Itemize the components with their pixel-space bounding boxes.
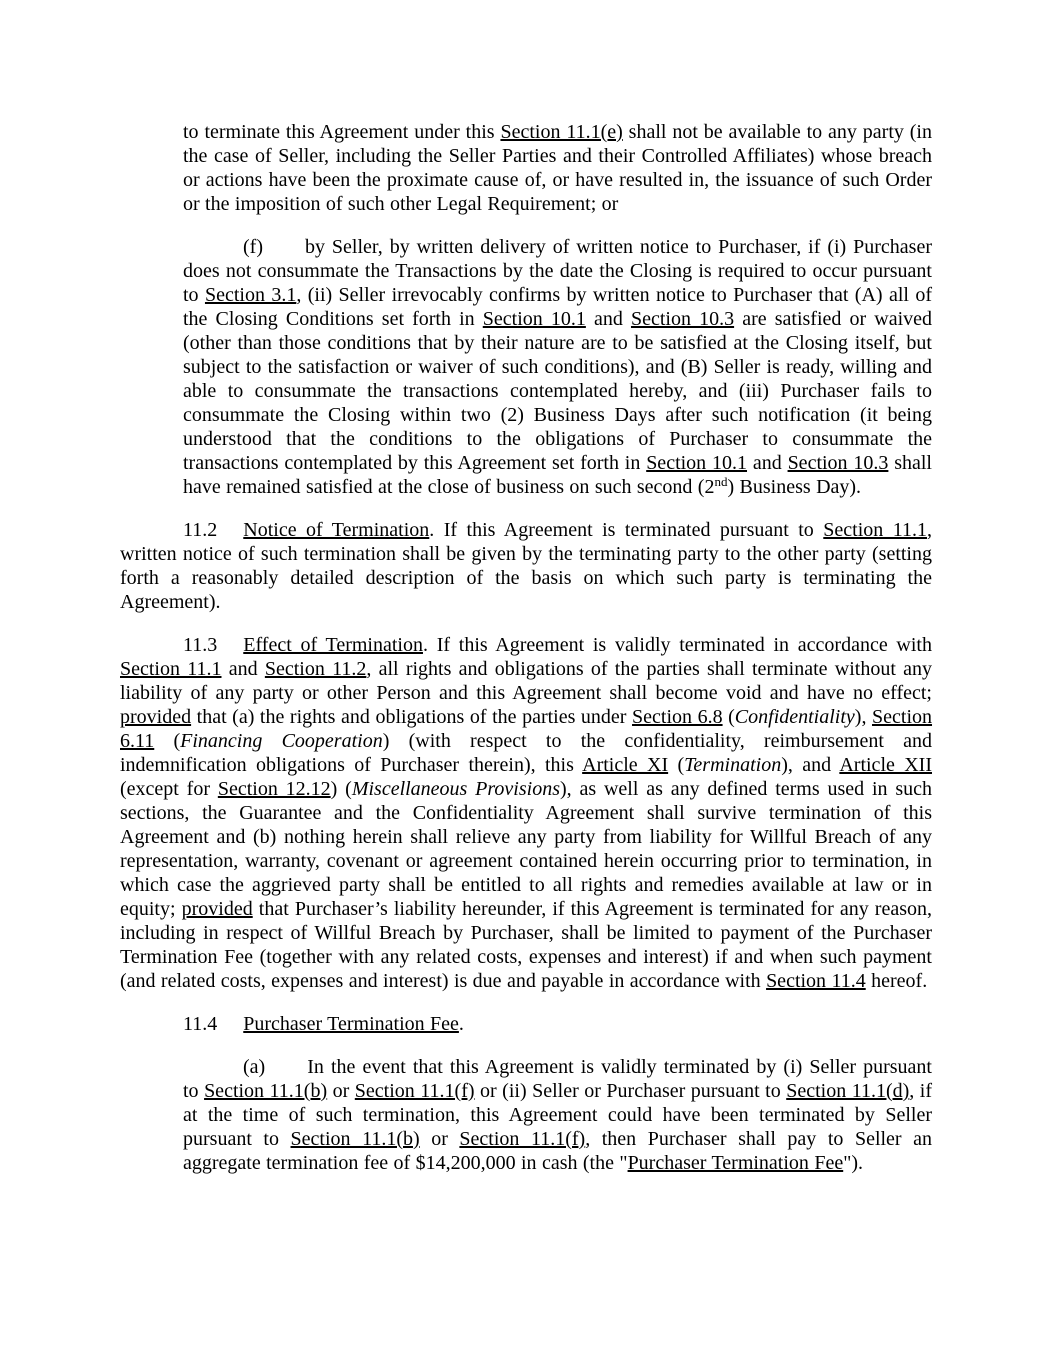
text-run: ) Business Day). (727, 476, 862, 498)
underlined-text: Section 11.1(f) (354, 1080, 475, 1102)
underlined-text: Effect of Termination (243, 634, 423, 656)
underlined-text: Section 11.1(b) (204, 1080, 328, 1102)
underlined-text: Section 11.1(b) (290, 1128, 420, 1150)
text-run: (except for (120, 778, 218, 800)
text-run: , all rights and obligations of the parties shall terminate without any liability of any party or other Person and this Agreement shall become void and have no effect; (120, 658, 932, 704)
text-run: are satisfied or waived (other than those conditions that by their nature are to be satisfied at the Closing itself, but subject to the satisfaction or waiver of such conditions), and (B) Seller is ready, willing and able to consummate the transactions contemplated hereby, and (iii) Purchaser fails to consummate the Closing within two (2) Business Days after such notification (it being understood that the conditions to the obligations of Purchaser to consummate the transactions contemplated by this Agreement set forth in (183, 308, 933, 474)
text-run: hereof. (865, 970, 928, 992)
paragraph-heading-11-4 (120, 1012, 932, 1036)
text-run: , written notice of such termination shall be given by the terminating party to the other party (setting forth a reasonably detailed description of the basis on which such party is terminating the Agreement). (120, 519, 932, 613)
text-run: and (221, 658, 265, 680)
underlined-text: Section 11.2 (264, 658, 367, 680)
text-run: . If this Agreement is validly terminated in accordance with (422, 634, 932, 656)
underlined-text: Section 11.4 (766, 970, 866, 992)
underlined-text: Section 6.11 (120, 706, 933, 752)
underlined-text: provided (120, 706, 192, 728)
text-run: or (ii) Seller or Purchaser pursuant to (474, 1080, 787, 1102)
text-run: ( (668, 754, 685, 776)
text-run: shall not be available to any party (in the case of Seller, including the Seller Parties and their Controlled Affiliates) whose breach or actions have been the proximate cause of, or have resulted in, the issuance of such Order or the imposition of such other Legal Requirement; or (183, 121, 932, 215)
text-run: ( (722, 706, 735, 728)
italic-text: Financing Cooperation (180, 730, 383, 752)
text-run: , (ii) Seller irrevocably confirms by written notice to Purchaser that (A) all of the Closing Conditions set forth in (183, 284, 932, 330)
underlined-text: Section 10.1 (646, 452, 748, 474)
text-run: ) ( (330, 778, 352, 800)
text-run: ), and (781, 754, 840, 776)
underlined-text: Section 10.3 (630, 308, 735, 330)
text-run: or (419, 1128, 460, 1150)
text-run: that (a) the rights and obligations of the parties under (191, 706, 633, 728)
text-run: shall have remained satisfied at the close of business on such second (2 (183, 452, 932, 498)
text-run: In the event that this Agreement is validly terminated by (i) Seller pursuant to (183, 1056, 932, 1102)
paragraph-clause-11-1-f (183, 235, 932, 499)
underlined-text: Notice of Termination (243, 519, 430, 541)
text-run: . If this Agreement is terminated pursuant to (429, 519, 824, 541)
text-run: ), as well as any defined terms used in such sections, the Guarantee and the Confidentiality Agreement shall survive termination of this Agreement and (b) nothing herein shall relieve any party from liability for Willful Breach of any representation, warranty, covenant or agreement contained herein occurring prior to termination, in which case the aggrieved party shall be entitled to all rights and remedies available at law or in equity; (120, 778, 932, 920)
text-run: , then Purchaser shall pay to Seller an aggregate termination fee of $14,200,000 in cash (the " (183, 1128, 933, 1174)
text-run: and (585, 308, 631, 330)
underlined-text: Section 3.1 (204, 284, 297, 306)
text-run: 11.3 (183, 634, 218, 656)
text-run: (a) (243, 1056, 266, 1078)
text-run: that Purchaser’s liability hereunder, if this Agreement is terminated for any reason, including in respect of Willful Breach by Purchaser, shall be limited to payment of the Purchaser Termination Fee (together with any related costs, expenses and interest) if and when such payment (and related costs, expenses and interest) is due and payable in accordance with (120, 898, 932, 992)
text-run: or (327, 1080, 355, 1102)
underlined-text: Article XII (839, 754, 932, 776)
text-run: "). (843, 1152, 864, 1174)
underlined-text: Section 10.3 (787, 452, 889, 474)
superscript-text: nd (714, 474, 728, 489)
italic-text: Miscellaneous Provisions (351, 778, 560, 800)
underlined-text: Section 11.1 (823, 519, 927, 541)
paragraph-section-11-2 (120, 518, 932, 614)
underlined-text: Section 6.8 (632, 706, 723, 728)
text-run: ) (with respect to the confidentiality, reimbursement and indemnification obligations of Purchaser therein), this (120, 730, 932, 776)
underlined-text: Purchaser Termination Fee (627, 1152, 844, 1174)
text-run: ), (854, 706, 873, 728)
underlined-text: Section 11.1 (120, 658, 222, 680)
text-run: . (458, 1013, 464, 1035)
underlined-text: provided (181, 898, 253, 920)
paragraph-clause-11-4-a (183, 1055, 932, 1175)
underlined-text: Section 11.1(e) (500, 121, 623, 143)
underlined-text: Purchaser Termination Fee (243, 1013, 459, 1035)
underlined-text: Section 11.1(d) (786, 1080, 910, 1102)
text-run: by Seller, by written delivery of written notice to Purchaser, if (i) Purchaser does not consummate the Transactions by the date the Closing is required to occur pursuant to (183, 236, 932, 306)
underlined-text: Section 12.12 (217, 778, 331, 800)
text-run: , if at the time of such termination, this Agreement could have been terminated by Seller pursuant to (183, 1080, 932, 1150)
text-run: and (747, 452, 788, 474)
text-run: 11.4 (183, 1013, 218, 1035)
italic-text: Confidentiality (734, 706, 855, 728)
paragraph-section-11-3 (120, 633, 932, 993)
text-run: to terminate this Agreement under this (183, 121, 501, 143)
paragraph-clause-11-1-e-continuation (183, 120, 932, 216)
underlined-text: Article XI (582, 754, 669, 776)
underlined-text: Section 10.1 (482, 308, 586, 330)
text-run: (f) (243, 236, 263, 258)
text-run: ( (154, 730, 181, 752)
underlined-text: Section 11.1(f) (459, 1128, 586, 1150)
italic-text: Termination (684, 754, 782, 776)
text-run: 11.2 (183, 519, 218, 541)
